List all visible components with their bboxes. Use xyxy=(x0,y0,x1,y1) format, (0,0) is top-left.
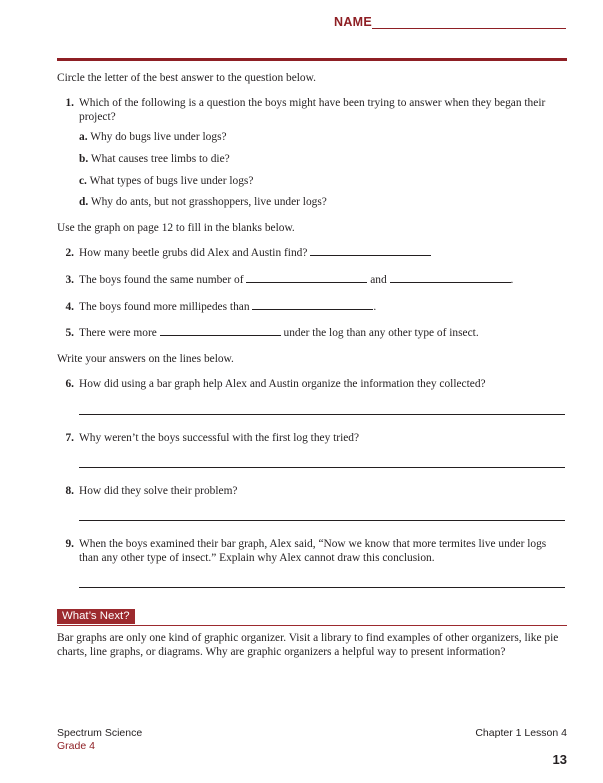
blank-answer[interactable] xyxy=(310,246,431,256)
blank-answer[interactable] xyxy=(390,273,511,283)
question-text: . xyxy=(373,301,377,313)
question-text: The boys found the same number of xyxy=(79,274,244,286)
option-text: Why do ants, but not grasshoppers, live under logs? xyxy=(90,196,327,208)
question-text: . xyxy=(510,274,514,286)
instruction-write: Write your answers on the lines below. xyxy=(57,353,234,365)
question-2 xyxy=(60,246,565,260)
question-number: 2. xyxy=(65,247,74,259)
option-b[interactable] xyxy=(79,152,230,166)
option-letter: b. xyxy=(79,153,89,165)
page-number: 13 xyxy=(552,752,567,767)
header-rule xyxy=(57,58,567,61)
blank-answer[interactable] xyxy=(246,273,367,283)
option-letter: c. xyxy=(79,175,87,187)
answer-line[interactable] xyxy=(79,414,565,415)
name-label: NAME xyxy=(334,15,373,29)
question-5 xyxy=(60,326,565,340)
question-text: under the log than any other type of insect. xyxy=(283,327,479,339)
option-text: What causes tree limbs to die? xyxy=(90,153,230,165)
whats-next-text: Bar graphs are only one kind of graphic organizer. Visit a library to find examples of other organizers, like pie charts, line graphs, or diagrams. Why are graphic organizers a helpful way to present information? xyxy=(57,632,559,658)
option-d[interactable] xyxy=(79,195,327,209)
option-a[interactable] xyxy=(79,130,227,144)
question-number: 6. xyxy=(65,378,74,390)
option-c[interactable] xyxy=(79,174,253,188)
question-6 xyxy=(60,377,565,391)
chapter-lesson: Chapter 1 Lesson 4 xyxy=(475,727,567,739)
question-number: 3. xyxy=(65,274,74,286)
name-field-line[interactable] xyxy=(372,28,566,29)
question-number: 9. xyxy=(65,538,74,550)
question-text: Why weren’t the boys successful with the first log they tried? xyxy=(79,432,360,444)
option-text: What types of bugs live under logs? xyxy=(89,175,254,187)
whats-next-label: What’s Next? xyxy=(57,609,135,624)
question-text: How many beetle grubs did Alex and Austin find? xyxy=(79,247,308,259)
question-text: How did they solve their problem? xyxy=(79,485,238,497)
footer-series xyxy=(57,727,142,753)
answer-line[interactable] xyxy=(79,587,565,588)
question-3 xyxy=(60,273,565,287)
whats-next-rule xyxy=(57,625,567,626)
question-text: The boys found more millipedes than xyxy=(79,301,250,313)
blank-answer[interactable] xyxy=(160,326,281,336)
question-7 xyxy=(60,431,565,445)
question-text: There were more xyxy=(79,327,157,339)
question-4 xyxy=(60,300,565,314)
question-number: 1. xyxy=(65,97,74,109)
question-9 xyxy=(60,537,565,565)
question-text: How did using a bar graph help Alex and Austin organize the information they collected? xyxy=(79,378,486,390)
blank-answer[interactable] xyxy=(252,300,373,310)
question-text: When the boys examined their bar graph, Alex said, “Now we know that more termites live under logs than any other type of insect.” Explain why Alex cannot draw this conclusion. xyxy=(79,538,547,564)
option-letter: d. xyxy=(79,196,89,208)
question-number: 8. xyxy=(65,485,74,497)
series-name: Spectrum Science xyxy=(57,727,143,739)
instruction-graph: Use the graph on page 12 to fill in the blanks below. xyxy=(57,222,295,234)
question-number: 7. xyxy=(65,432,74,444)
answer-line[interactable] xyxy=(79,520,565,521)
question-8 xyxy=(60,484,565,498)
grade-label: Grade 4 xyxy=(57,740,95,752)
question-text: Which of the following is a question the boys might have been trying to answer when they began their project? xyxy=(79,97,546,123)
question-number: 5. xyxy=(65,327,74,339)
question-text: and xyxy=(370,274,387,286)
question-number: 4. xyxy=(65,301,74,313)
answer-line[interactable] xyxy=(79,467,565,468)
option-letter: a. xyxy=(79,131,88,143)
question-1 xyxy=(60,96,565,124)
instruction-circle: Circle the letter of the best answer to the question below. xyxy=(57,72,316,84)
option-text: Why do bugs live under logs? xyxy=(90,131,227,143)
